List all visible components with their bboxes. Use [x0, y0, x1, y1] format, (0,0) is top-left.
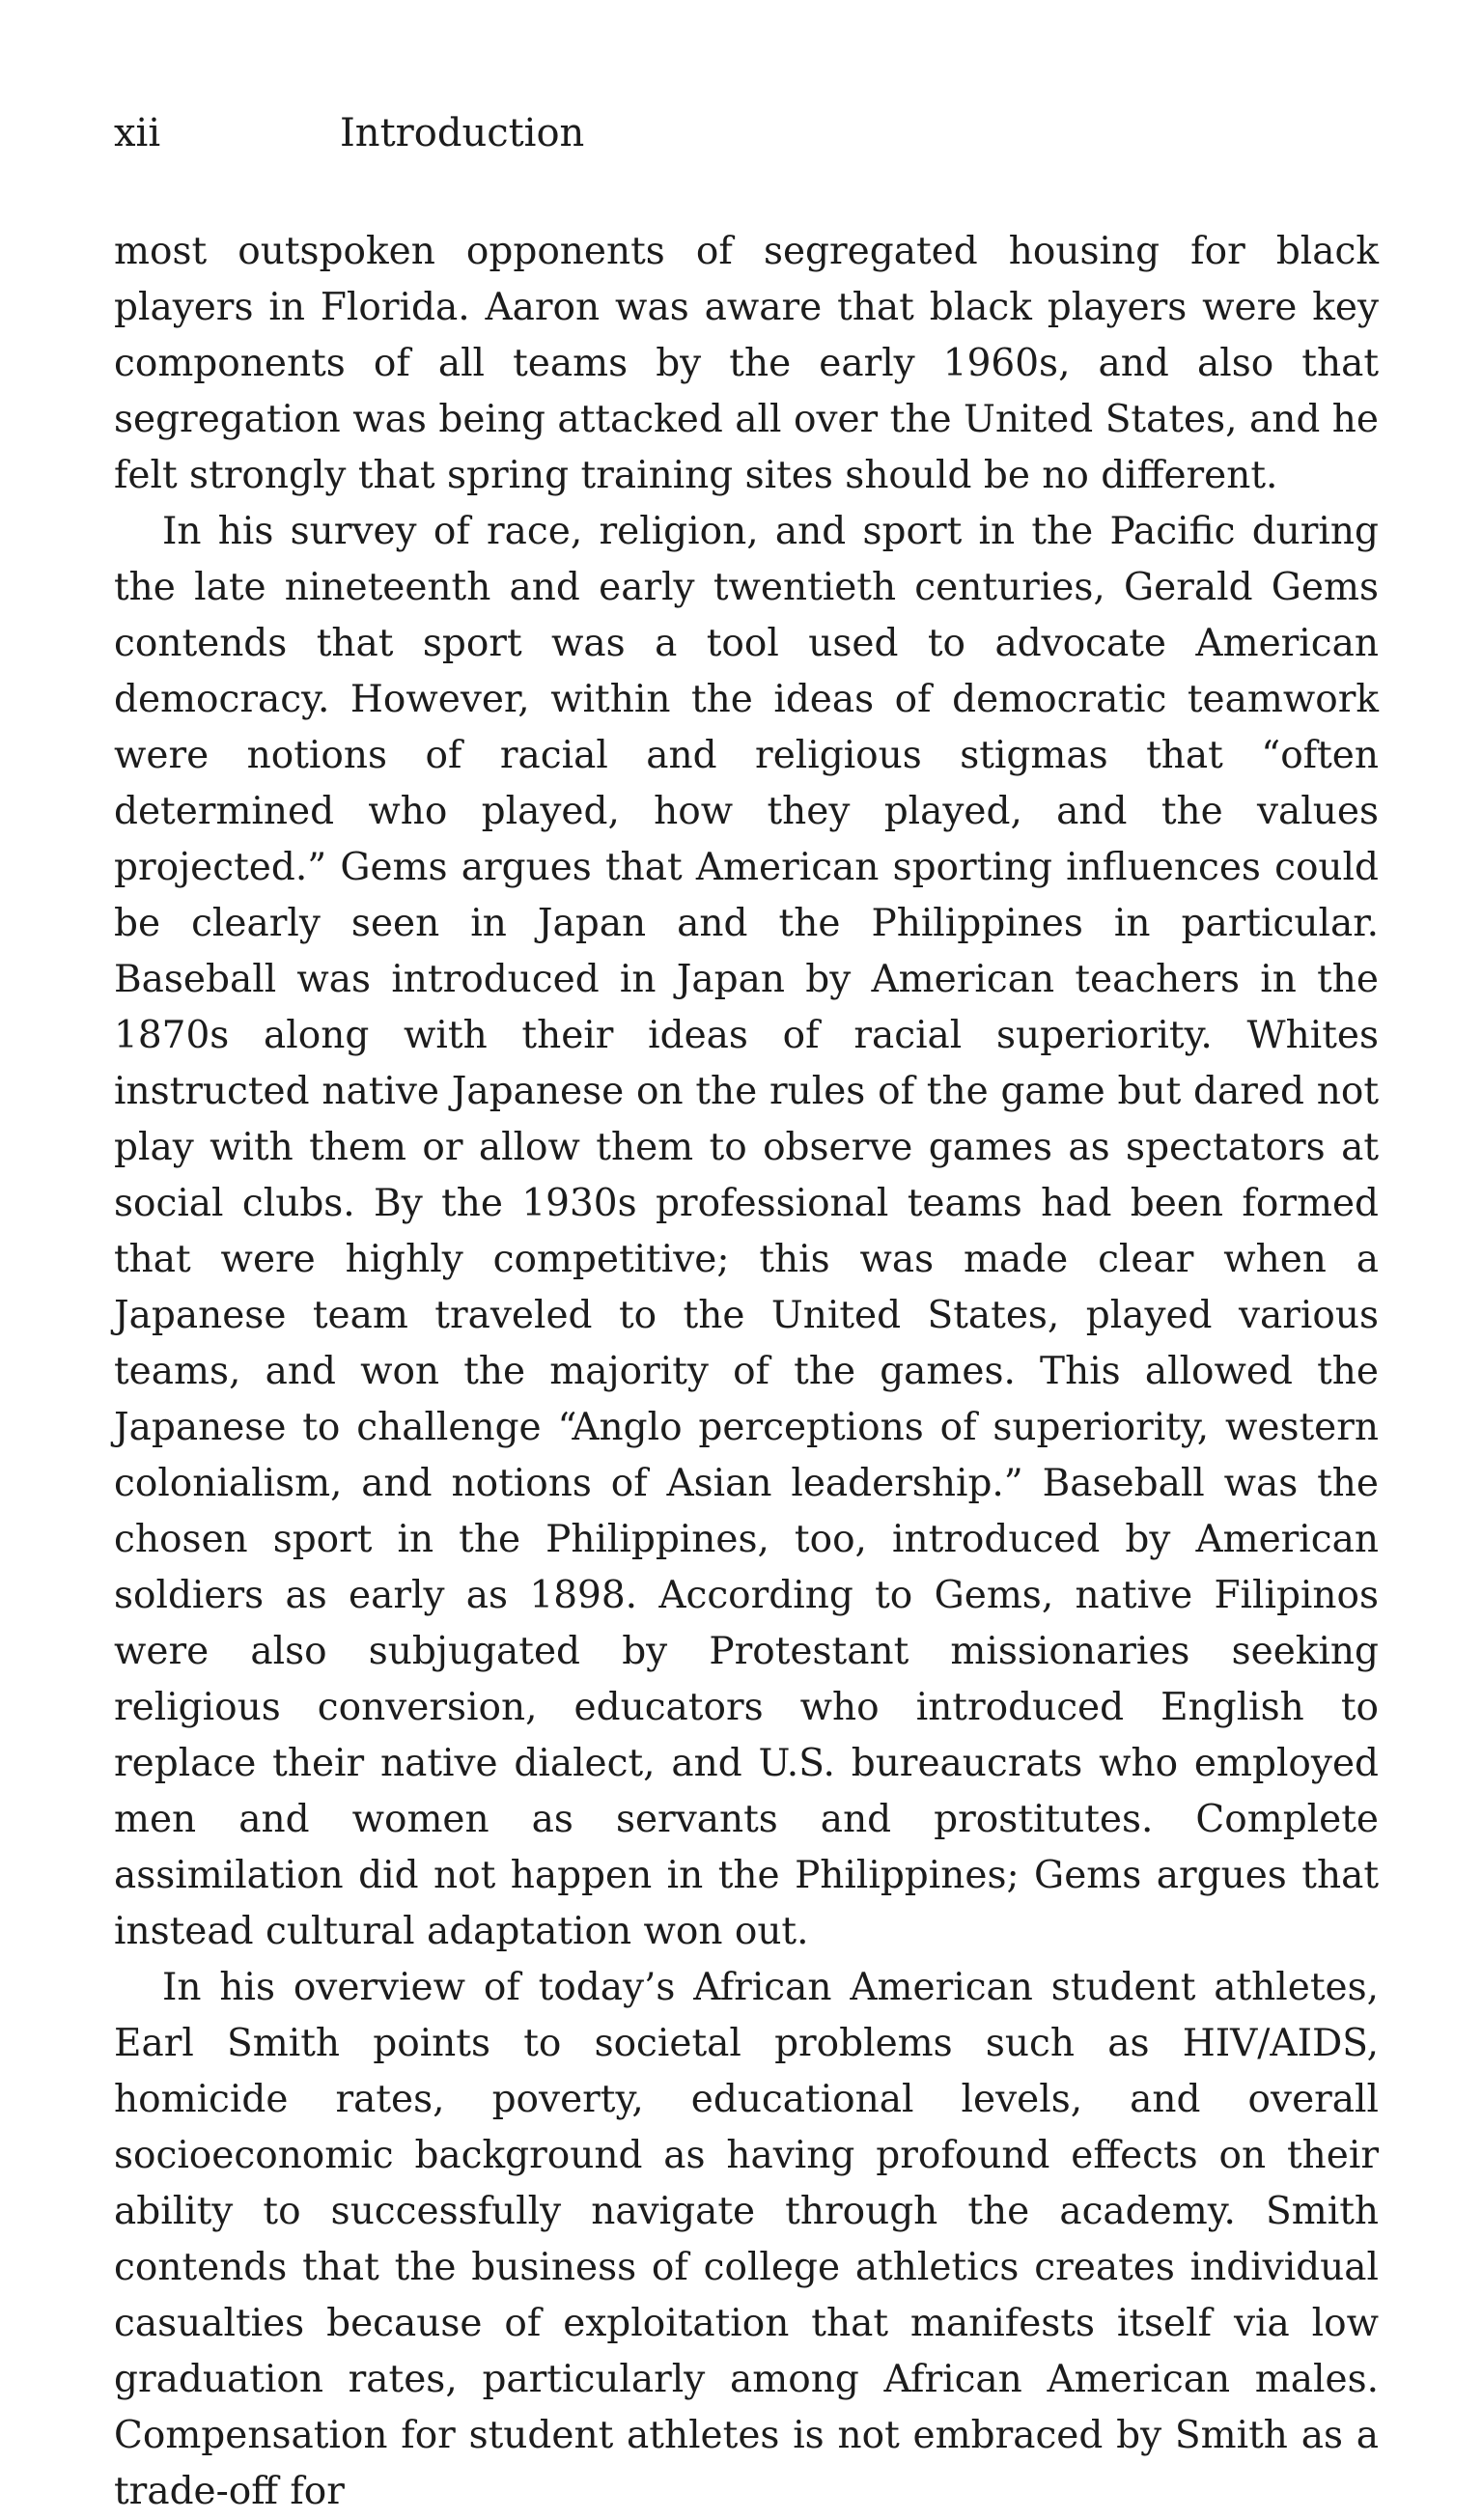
page-number: xii [114, 111, 161, 155]
paragraph-continued: most outspoken opponents of segregated housing for black players in Florida. Aaron was aware that black players were key components of all teams by the early 1960s, and also that segregation was being attacked all over the United States, and he felt strongly that spring training sites should be no different. [114, 230, 1379, 497]
paragraph-gems-pacific: In his survey of race, religion, and sport in the Pacific during the late nineteenth and early twentieth centuries, Gerald Gems contends that sport was a tool used to advocate American democracy. However, within the ideas of democratic teamwork were notions of racial and religious stigmas that “often determined who played, how they played, and the values projected.” Gems argues that American sporting influences could be clearly seen in Japan and the Philippines in particular. Baseball was introduced in Japan by American teachers in the 1870s along with their ideas of racial superiority. Whites instructed native Japanese on the rules of the game but dared not play with them or allow them to observe games as spectators at social clubs. By the 1930s professional teams had been formed that were highly competitive; this was made clear when a Japanese team traveled to the United States, played various teams, and won the majority of the games. This allowed the Japanese to challenge “Anglo perceptions of superiority, western colonialism, and notions of Asian leadership.” Baseball was the chosen sport in the Philippines, too, introduced by American soldiers as early as 1898. According to Gems, native Filipinos were also subjugated by Protestant missionaries seeking religious conversion, educators who introduced English to replace their native dialect, and U.S. bureaucrats who employed men and women as servants and prostitutes. Complete assimilation did not happen in the Philippines; Gems argues that instead cultural adaptation won out. [114, 510, 1379, 1953]
paragraph-smith-athletes: In his overview of today’s African American student athletes, Earl Smith points to societal problems such as HIV/AIDS, homicide rates, poverty, educational levels, and overall socioeconomic background as having profound effects on their ability to successfully navigate through the academy. Smith contends that the business of college athletics creates individual casualties because of exploitation that manifests itself via low graduation rates, particularly among African American males. Compensation for student athletes is not embraced by Smith as a trade-off for [114, 1966, 1379, 2513]
running-head-title: Introduction [340, 111, 585, 155]
body-text [114, 224, 1379, 2520]
